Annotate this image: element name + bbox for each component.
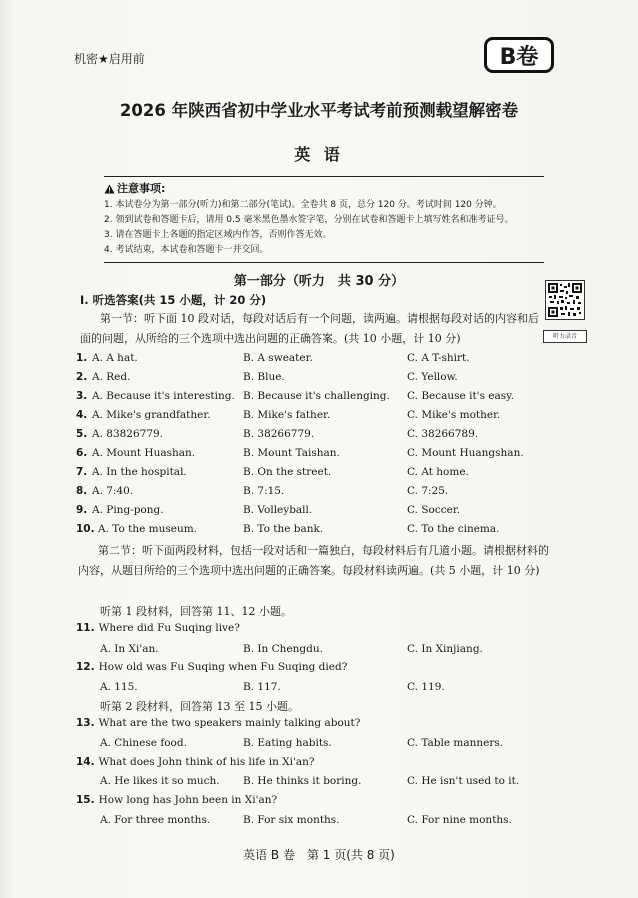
warning-icon (104, 184, 115, 194)
option-b: B. Mount Taishan. (243, 447, 340, 459)
notice-item-4: 4. 考试结束，本试卷和答题卡一并交回。 (104, 245, 269, 255)
option-row (100, 814, 560, 832)
question-number: 15. (76, 794, 95, 806)
question-number: 4. (76, 409, 88, 421)
option-b: B. 38266779. (243, 428, 315, 440)
qr-caption: 听力录音 (543, 330, 587, 343)
option-c: C. Yellow. (407, 371, 458, 383)
question-text: What does John think of his life in Xi'an? (98, 756, 315, 768)
option-b: B. 117. (243, 681, 281, 693)
option-a: A. In Xi'an. (100, 643, 159, 655)
section-one-title: Ⅰ. 听选答案(共 15 小题，计 20 分) (80, 293, 267, 307)
option-a: A. For three months. (100, 814, 211, 826)
notice-bottom-rule (104, 262, 544, 263)
confidential-label: 机密★启用前 (74, 52, 145, 66)
option-a: A. 115. (100, 681, 138, 693)
question-row (76, 409, 556, 428)
question-text: How long has John been in Xi'an? (98, 794, 278, 806)
question-stem (76, 661, 347, 673)
option-c: C. Because it's easy. (407, 390, 515, 402)
question-number: 13. (76, 717, 95, 729)
option-a: A. A hat. (92, 352, 138, 364)
option-a: A. Chinese food. (100, 737, 187, 749)
part-one-title: 第一部分（听力 共 30 分） (233, 274, 405, 289)
notice-item-1: 1. 本试卷分为第一部分(听力)和第二部分(笔试)。全卷共 8 页，总分 120 分。考试时间 120 分钟。 (104, 200, 502, 210)
notice-top-rule (104, 176, 544, 177)
question-number: 2. (76, 371, 88, 383)
question-number: 10. (76, 523, 95, 535)
notice-heading-text: 注意事项: (117, 182, 166, 195)
option-a: A. Ping-pong. (92, 504, 164, 516)
question-number: 8. (76, 485, 88, 497)
subject-title: 英 语 (294, 145, 344, 164)
notice-box (104, 181, 544, 258)
question-row (76, 447, 556, 466)
option-b: B. To the bank. (243, 523, 324, 535)
option-c: C. 38266789. (407, 428, 479, 440)
question-number: 9. (76, 504, 88, 516)
question-stem (76, 717, 360, 729)
question-number: 12. (76, 661, 95, 673)
option-a: A. Because it's interesting. (92, 390, 235, 402)
question-stem (76, 756, 315, 768)
option-b: B. He thinks it boring. (243, 775, 362, 787)
option-c: C. Soccer. (407, 504, 461, 516)
option-a: A. In the hospital. (92, 466, 187, 478)
option-row (100, 681, 560, 699)
question-number: 11. (76, 622, 95, 634)
listen-instruction-2: 听第 2 段材料，回答第 13 至 15 小题。 (100, 700, 299, 713)
option-a: A. To the museum. (98, 523, 198, 535)
question-number: 5. (76, 428, 88, 440)
option-b: B. Volleyball. (243, 504, 313, 516)
question-number: 6. (76, 447, 88, 459)
question-row (76, 466, 556, 485)
option-row (100, 643, 560, 661)
question-row (76, 390, 556, 409)
question-number: 7. (76, 466, 88, 478)
page-footer: 英语 B 卷 第 1 页(共 8 页) (243, 848, 395, 862)
question-row (76, 504, 556, 523)
option-b: B. 7:15. (243, 485, 285, 497)
notice-heading (104, 181, 544, 196)
question-stem (76, 622, 240, 634)
option-a: A. Mount Huashan. (92, 447, 196, 459)
question-row (76, 371, 556, 390)
option-c: C. For nine months. (407, 814, 512, 826)
question-row (76, 428, 556, 447)
option-b: B. On the street. (243, 466, 332, 478)
option-c: C. In Xinjiang. (407, 643, 483, 655)
option-b: B. Eating habits. (243, 737, 332, 749)
option-c: C. To the cinema. (407, 523, 500, 535)
exam-title: 2026 年陕西省初中学业水平考试考前预测载望解密卷 (119, 101, 519, 120)
option-a: A. He likes it so much. (100, 775, 220, 787)
option-a: A. 7:40. (92, 485, 134, 497)
notice-item-3: 3. 请在答题卡上各题的指定区域内作答，否则作答无效。 (104, 230, 332, 240)
section-two-intro: 第二节：听下面两段材料，包括一段对话和一篇独白，每段材料后有几道小题。请根据材料的内容，从题目所给的三个选项中选出问题的正确答案。每段材料读两遍。(共 5 小题，计 10 分) (78, 544, 549, 577)
option-c: C. He isn't used to it. (407, 775, 520, 787)
option-row (100, 775, 560, 793)
option-a: A. Mike's grandfather. (92, 409, 211, 421)
option-b: B. Mike's father. (243, 409, 331, 421)
question-text: How old was Fu Suqing when Fu Suqing died? (98, 661, 348, 673)
paper-version-badge: B卷 (484, 37, 554, 73)
option-c: C. 119. (407, 681, 445, 693)
question-row (76, 523, 556, 542)
notice-item-2: 2. 领到试卷和答题卡后，请用 0.5 毫米黑色墨水签字笔，分别在试卷和答题卡上填写姓名和准考证号。 (104, 215, 514, 225)
question-number: 3. (76, 390, 88, 402)
option-c: C. 7:25. (407, 485, 449, 497)
question-row (76, 352, 556, 371)
question-row (76, 485, 556, 504)
option-b: B. A sweater. (243, 352, 313, 364)
option-c: C. Table manners. (407, 737, 504, 749)
question-number: 14. (76, 756, 95, 768)
option-a: A. Red. (92, 371, 131, 383)
option-c: C. Mike's mother. (407, 409, 501, 421)
option-b: B. For six months. (243, 814, 340, 826)
listen-instruction-1: 听第 1 段材料，回答第 11、12 小题。 (100, 605, 292, 618)
option-row (100, 737, 560, 755)
section-one-intro: 第一节：听下面 10 段对话，每段对话后有一个问题，读两遍。请根据每段对话的内容和后面的问题，从所给的三个选项中选出问题的正确答案。(共 10 小题，计 10 分) (80, 312, 539, 345)
option-b: B. Blue. (243, 371, 285, 383)
option-b: B. Because it's challenging. (243, 390, 390, 402)
option-b: B. In Chengdu. (243, 643, 323, 655)
question-number: 1. (76, 352, 88, 364)
qr-code-icon (545, 280, 585, 320)
question-stem (76, 794, 277, 806)
option-a: A. 83826779. (92, 428, 164, 440)
option-c: C. Mount Huangshan. (407, 447, 524, 459)
option-c: C. At home. (407, 466, 469, 478)
option-c: C. A T-shirt. (407, 352, 470, 364)
question-text: What are the two speakers mainly talking about? (98, 717, 361, 729)
question-text: Where did Fu Suqing live? (98, 622, 240, 634)
